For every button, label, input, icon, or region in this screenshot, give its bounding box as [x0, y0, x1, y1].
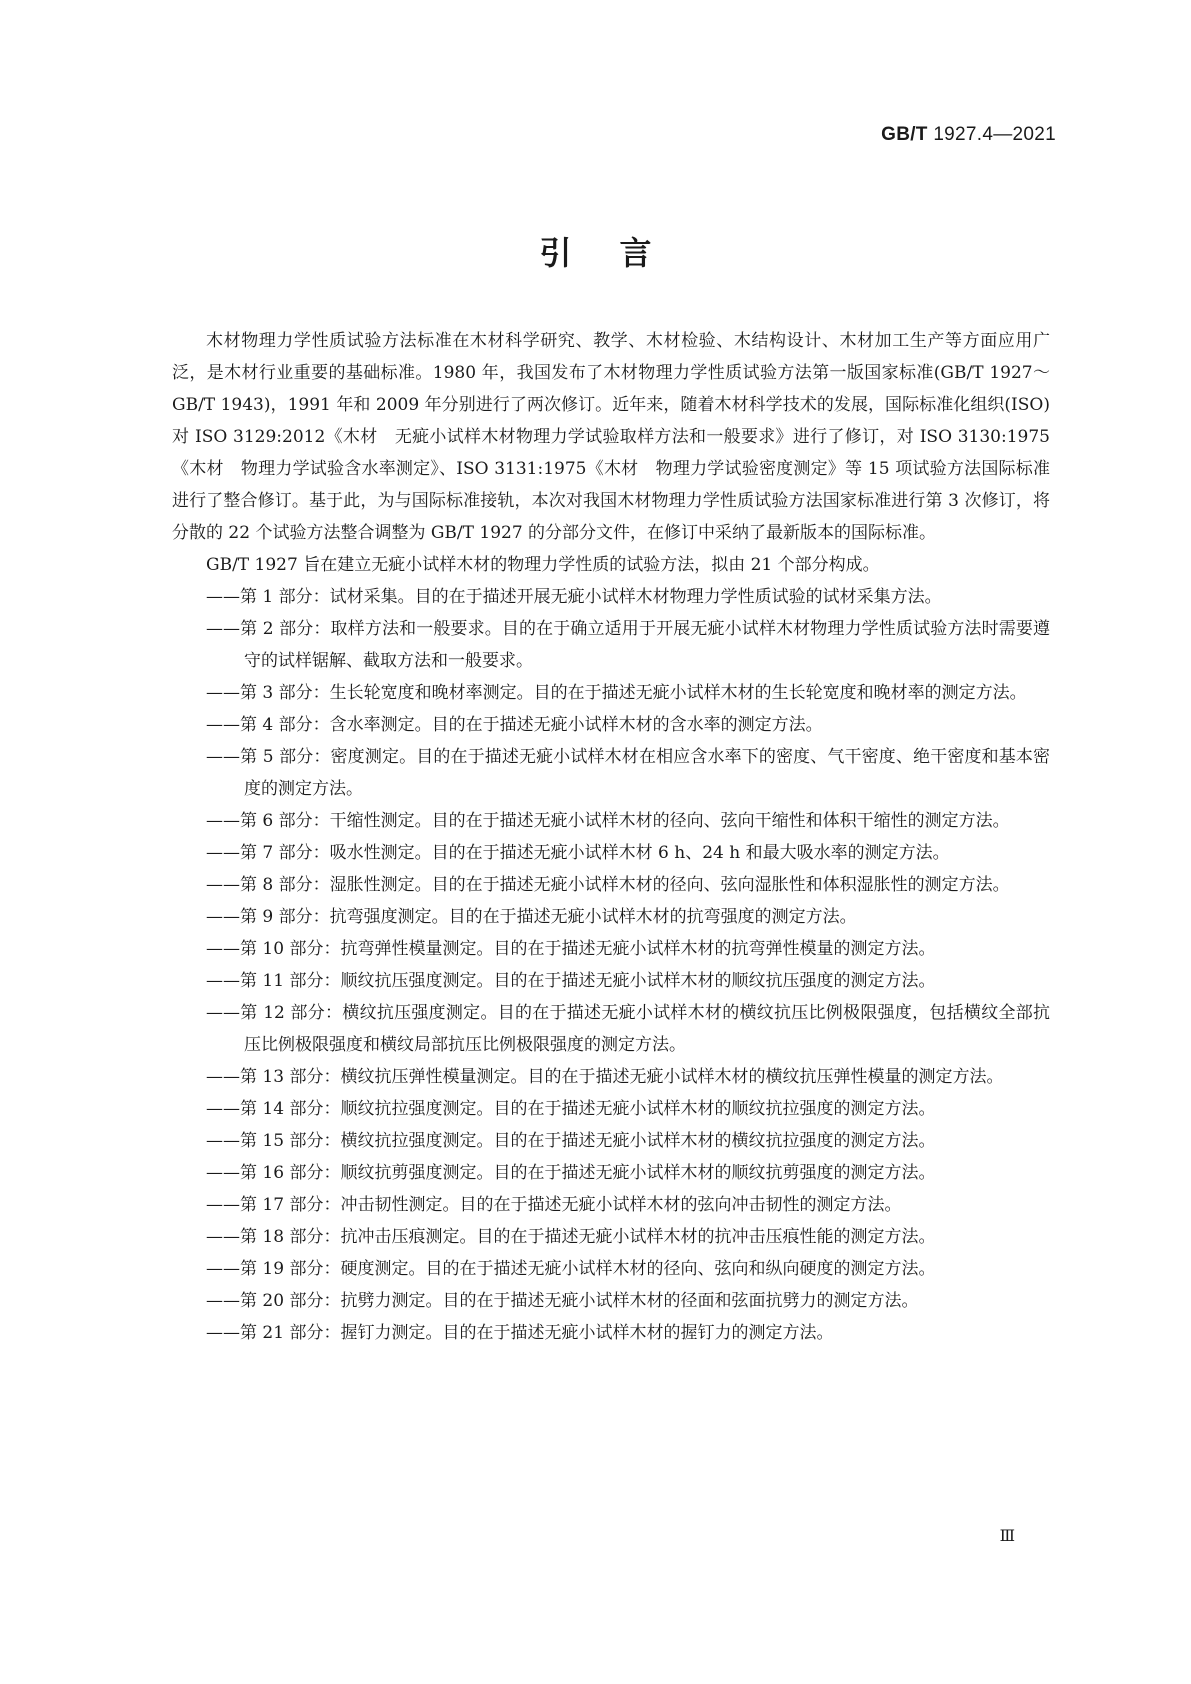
- standard-code: [881, 124, 1056, 146]
- list-item: ——第 12 部分：横纹抗压强度测定。目的在于描述无疵小试样木材的横纹抗压比例极限强度，包括横纹全部抗压比例极限强度和横纹局部抗压比例极限强度的测定方法。: [206, 1003, 1050, 1055]
- list-item: ——第 20 部分：抗劈力测定。目的在于描述无疵小试样木材的径面和弦面抗劈力的测定方法。: [206, 1291, 919, 1311]
- list-item: ——第 5 部分：密度测定。目的在于描述无疵小试样木材在相应含水率下的密度、气干密度、绝干密度和基本密度的测定方法。: [206, 747, 1050, 799]
- list-item: ——第 21 部分：握钉力测定。目的在于描述无疵小试样木材的握钉力的测定方法。: [206, 1323, 834, 1343]
- introduction-body: [172, 325, 1050, 1349]
- list-item: ——第 10 部分：抗弯弹性模量测定。目的在于描述无疵小试样木材的抗弯弹性模量的测定方法。: [206, 939, 936, 959]
- list-item: ——第 1 部分：试材采集。目的在于描述开展无疵小试样木材物理力学性质试验的试材采集方法。: [206, 587, 942, 607]
- intro-paragraph-structure: GB/T 1927 旨在建立无疵小试样木材的物理力学性质的试验方法，拟由 21 个部分构成。: [206, 555, 880, 575]
- list-item: ——第 19 部分：硬度测定。目的在于描述无疵小试样木材的径向、弦向和纵向硬度的测定方法。: [206, 1259, 936, 1279]
- list-item: ——第 17 部分：冲击韧性测定。目的在于描述无疵小试样木材的弦向冲击韧性的测定方法。: [206, 1195, 902, 1215]
- list-item: ——第 8 部分：湿胀性测定。目的在于描述无疵小试样木材的径向、弦向湿胀性和体积湿胀性的测定方法。: [206, 875, 1010, 895]
- list-item: ——第 13 部分：横纹抗压弹性模量测定。目的在于描述无疵小试样木材的横纹抗压弹性模量的测定方法。: [206, 1067, 1004, 1087]
- standard-prefix: GB/T: [881, 124, 928, 145]
- page-title: 引言: [539, 234, 700, 272]
- list-item: ——第 14 部分：顺纹抗拉强度测定。目的在于描述无疵小试样木材的顺纹抗拉强度的测定方法。: [206, 1099, 936, 1119]
- page-number: Ⅲ: [999, 1526, 1015, 1545]
- list-item: ——第 15 部分：横纹抗拉强度测定。目的在于描述无疵小试样木材的横纹抗拉强度的测定方法。: [206, 1131, 936, 1151]
- parts-list: [172, 581, 1050, 1349]
- list-item: ——第 18 部分：抗冲击压痕测定。目的在于描述无疵小试样木材的抗冲击压痕性能的测定方法。: [206, 1227, 936, 1247]
- list-item: ——第 16 部分：顺纹抗剪强度测定。目的在于描述无疵小试样木材的顺纹抗剪强度的测定方法。: [206, 1163, 936, 1183]
- list-item: ——第 4 部分：含水率测定。目的在于描述无疵小试样木材的含水率的测定方法。: [206, 715, 823, 735]
- list-item: ——第 9 部分：抗弯强度测定。目的在于描述无疵小试样木材的抗弯强度的测定方法。: [206, 907, 857, 927]
- list-item: ——第 11 部分：顺纹抗压强度测定。目的在于描述无疵小试样木材的顺纹抗压强度的测定方法。: [206, 971, 936, 991]
- standard-number: 1927.4—2021: [933, 124, 1056, 145]
- intro-paragraph-background: 木材物理力学性质试验方法标准在木材科学研究、教学、木材检验、木结构设计、木材加工生产等方面应用广泛，是木材行业重要的基础标准。1980 年，我国发布了木材物理力学性质试验方法第一版国家标准(GB/T 1927～GB/T 1943)，1991 年和 2009 年分别进行了两次修订。近年来，随着木材科学技术的发展，国际标准化组织(ISO)对 ISO 3129:2012《木材 无疵小试样木材物理力学试验取样方法和一般要求》进行了修订，对 ISO 3130:1975《木材 物理力学试验含水率测定》、ISO 3131:1975《木材 物理力学试验密度测定》等 15 项试验方法国际标准进行了整合修订。基于此，为与国际标准接轨，本次对我国木材物理力学性质试验方法国家标准进行第 3 次修订，将分散的 22 个试验方法整合调整为 GB/T 1927 的分部分文件，在修订中采纳了最新版本的国际标准。: [172, 331, 1050, 543]
- list-item: ——第 3 部分：生长轮宽度和晚材率测定。目的在于描述无疵小试样木材的生长轮宽度和晚材率的测定方法。: [206, 683, 1027, 703]
- list-item: ——第 2 部分：取样方法和一般要求。目的在于确立适用于开展无疵小试样木材物理力学性质试验方法时需要遵守的试样锯解、截取方法和一般要求。: [206, 619, 1050, 671]
- list-item: ——第 7 部分：吸水性测定。目的在于描述无疵小试样木材 6 h、24 h 和最大吸水率的测定方法。: [206, 843, 950, 863]
- list-item: ——第 6 部分：干缩性测定。目的在于描述无疵小试样木材的径向、弦向干缩性和体积干缩性的测定方法。: [206, 811, 1010, 831]
